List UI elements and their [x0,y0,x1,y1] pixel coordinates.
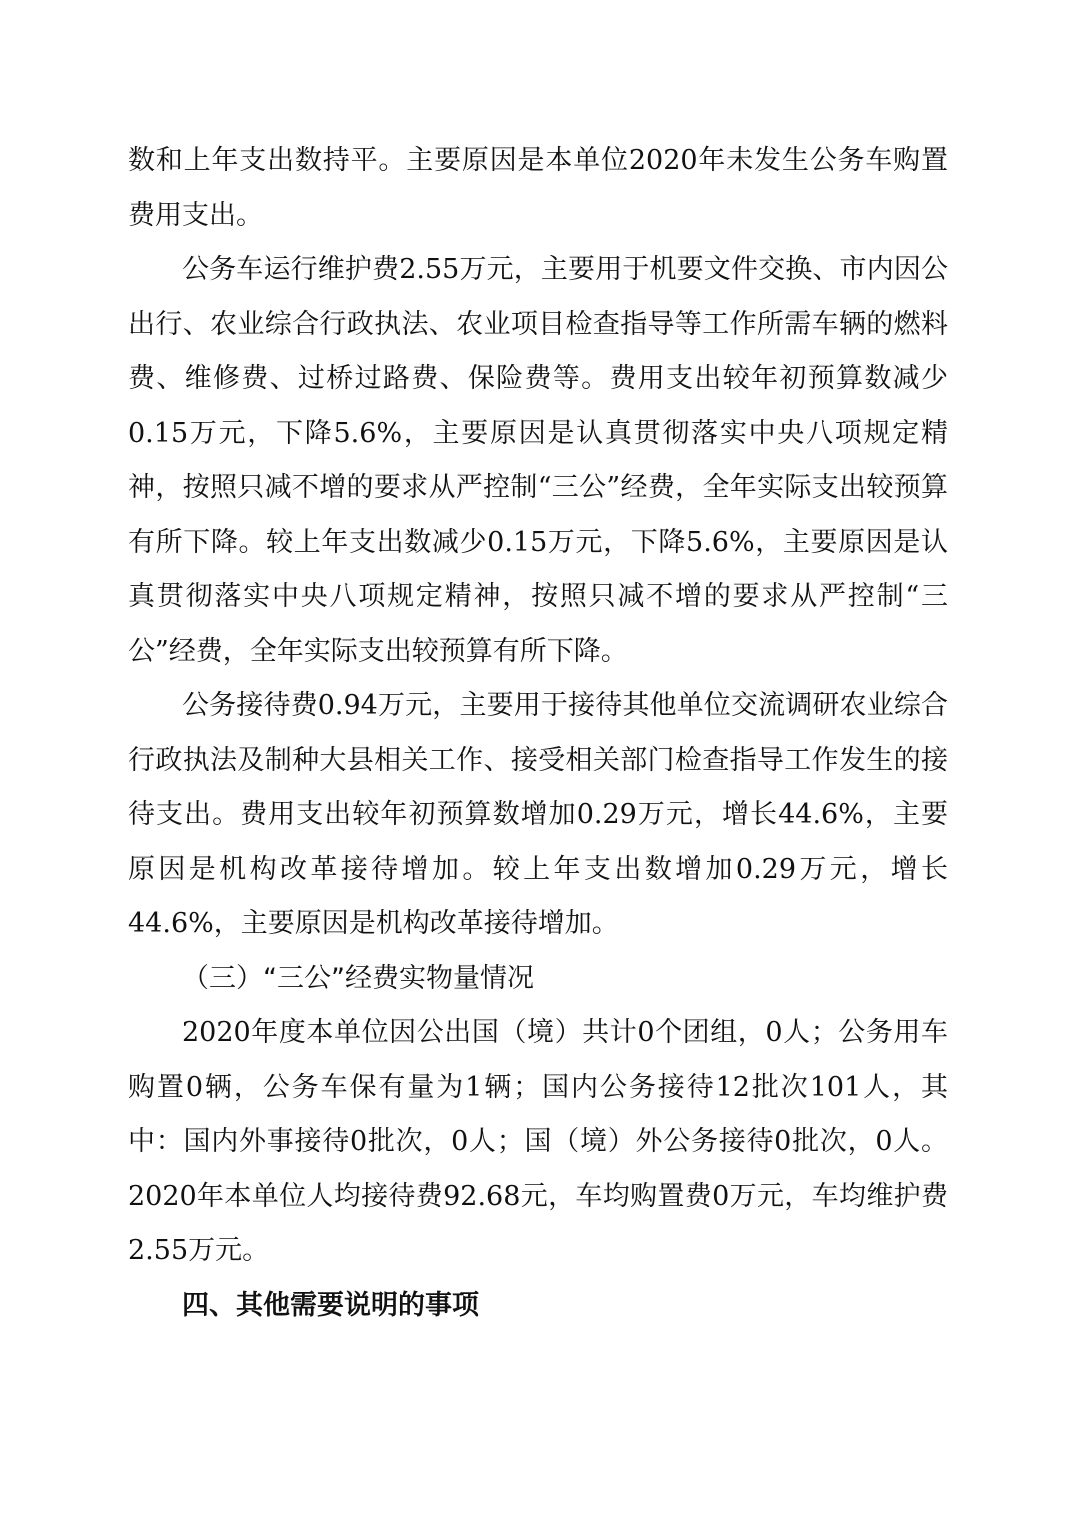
physical-quantity-paragraph: 2020年度本单位因公出国（境）共计0个团组，0人；公务用车购置0辆，公务车保有量为1辆；国内公务接待12批次101人，其中：国内外事接待0批次，0人；国（境）外公务接待0批次，0人。2020年本单位人均接待费92.68元，车均购置费0万元，车均维护费2.55万元。 [128,1017,948,1266]
vehicle-maintenance-paragraph: 公务车运行维护费2.55万元，主要用于机要文件交换、市内因公出行、农业综合行政执法、农业项目检查指导等工作所需车辆的燃料费、维修费、过桥过路费、保险费等。费用支出较年初预算数减少0.15万元，下降5.6%，主要原因是认真贯彻落实中央八项规定精神，按照只减不增的要求从严控制“三公”经费，全年实际支出较预算有所下降。较上年支出数减少0.15万元，下降5.6%，主要原因是认真贯彻落实中央八项规定精神，按照只减不增的要求从严控制“三公”经费，全年实际支出较预算有所下降。 [128,254,948,667]
section-heading: 四、其他需要说明的事项 [182,1289,479,1321]
reception-expense-paragraph: 公务接待费0.94万元，主要用于接待其他单位交流调研农业综合行政执法及制种大县相关工作、接受相关部门检查指导工作发生的接待支出。费用支出较年初预算数增加0.29万元，增长44.6%，主要原因是机构改革接待增加。较上年支出数增加0.29万元，增长44.6%，主要原因是机构改革接待增加。 [128,690,948,939]
subsection-heading: （三）“三公”经费实物量情况 [182,962,534,994]
document-body [128,134,948,1333]
continuation-paragraph: 数和上年支出数持平。主要原因是本单位2020年未发生公务车购置费用支出。 [128,145,948,231]
